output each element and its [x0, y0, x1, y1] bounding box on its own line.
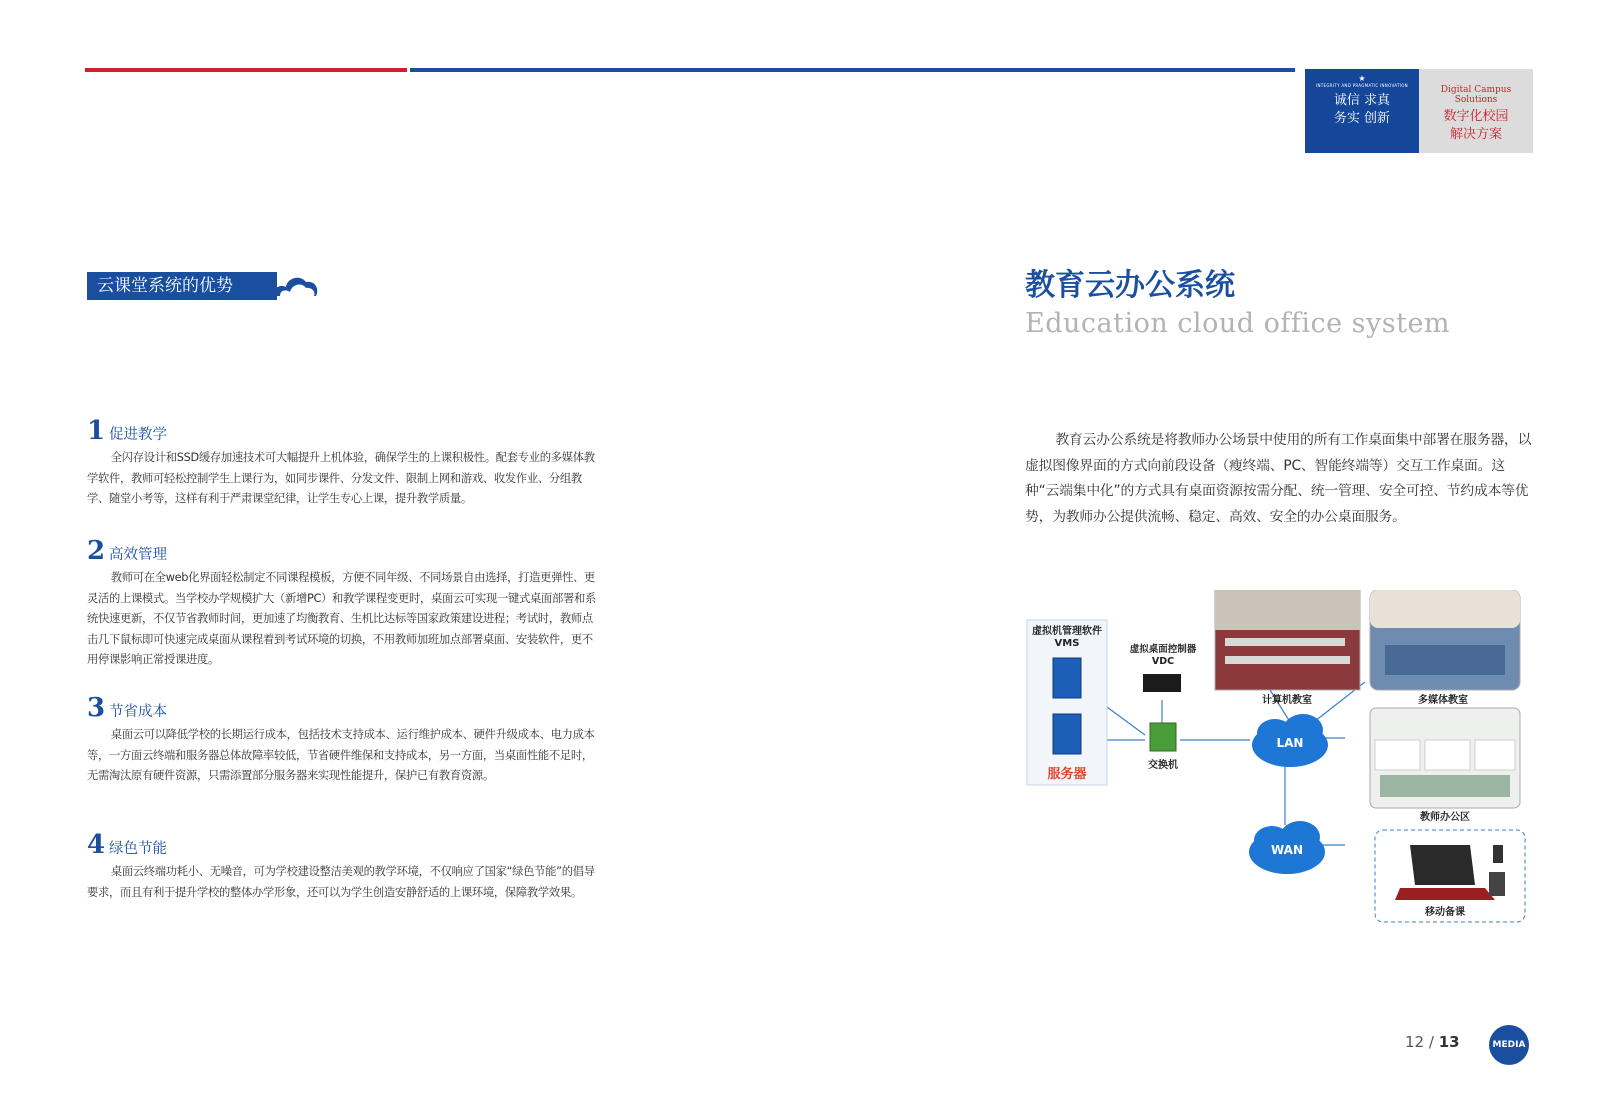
motto-small-text: INTEGRITY AND PRAGMATIC INNOVATION	[1316, 83, 1408, 88]
intro-paragraph: 教育云办公系统是将教师办公场景中使用的所有工作桌面集中部署在服务器，以虚拟图像界面的方式向前段设备（瘦终端、PC、智能终端等）交互工作桌面。这种“云端集中化”的方式具有桌面资源按需分配、统一管理、安全可控、节约成本等优势，为教师办公提供流畅、稳定、高效、安全的办公桌面服务。	[1025, 432, 1532, 525]
page-separator: /	[1424, 1033, 1439, 1051]
server-label: 服务器	[1047, 767, 1087, 782]
product-en-line-2: Solutions	[1454, 95, 1498, 105]
lan-label: LAN	[1276, 736, 1304, 750]
motto-badge	[1305, 69, 1419, 153]
wan-label: WAN	[1270, 843, 1304, 857]
vdc-label-1: 虚拟桌面控制器	[1129, 644, 1197, 655]
page-subtitle: Education cloud office system	[1025, 308, 1451, 339]
header-blue-rule	[410, 68, 1295, 72]
switch-label: 交换机	[1148, 760, 1178, 771]
switch-icon	[1150, 723, 1176, 751]
teacher-office-photo	[1370, 708, 1520, 808]
computer-lab-photo	[1215, 590, 1360, 690]
vdc-device-icon	[1143, 674, 1181, 692]
item-title: 促进教学	[109, 427, 167, 443]
teacher-office-label: 教师办公区	[1420, 812, 1470, 823]
mobile-prep-label: 移动备课	[1425, 907, 1465, 918]
computer-lab-label: 计算机教室	[1262, 695, 1312, 706]
advantage-item-3	[87, 695, 597, 815]
multimedia-room-label: 多媒体教室	[1418, 695, 1468, 706]
motto-line-2: 务实 创新	[1333, 111, 1391, 126]
item-number: 1	[87, 416, 106, 446]
item-text: 桌面云可以降低学校的长期运行成本，包括技术支持成本、运行维护成本、硬件升级成本、电力成本等，一方面云终端和服务器总体故障率较低，节省硬件维保和支持成本，另一方面，当桌面性能不足时，无需淘汰原有硬件资源，只需添置部分服务器来实现性能提升，保护已有教育资源。	[87, 728, 595, 782]
item-text: 桌面云终端功耗小、无噪音，可为学校建设整洁美观的教学环境，不仅响应了国家“绿色节能”的倡导要求，而且有利于提升学校的整体办学形象，还可以为学生创造安静舒适的上课环境，保障教学效果。	[87, 865, 595, 899]
vms-label-1: 虚拟机管理软件	[1032, 626, 1102, 637]
product-cn-line-1: 数字化校园	[1443, 109, 1509, 124]
cloud-icon	[270, 268, 322, 304]
network-diagram	[1025, 590, 1540, 925]
phone-icon	[1493, 845, 1503, 863]
header-red-rule	[85, 68, 407, 72]
product-cn-line-2: 解决方案	[1449, 127, 1502, 142]
advantage-item-1	[87, 418, 597, 518]
page-current: 12	[1405, 1033, 1425, 1051]
item-number: 2	[87, 536, 106, 566]
page-number	[1405, 1032, 1460, 1052]
item-title: 绿色节能	[109, 841, 167, 857]
media-logo: MEDIA	[1489, 1025, 1529, 1065]
item-number: 4	[87, 830, 106, 860]
item-text: 全闪存设计和SSD缓存加速技术可大幅提升上机体验，确保学生的上课积极性。配套专业的多媒体教学软件，教师可轻松控制学生上课行为，如同步课件、分发文件、限制上网和游戏、收发作业、分组教学、随堂小考等，这样有利于严肃课堂纪律，让学生专心上课，提升教学质量。	[87, 451, 595, 505]
vdc-label-2: VDC	[1151, 656, 1175, 667]
multimedia-room-photo	[1370, 590, 1520, 690]
tablet-icon	[1489, 872, 1505, 896]
product-en-line-1: Digital Campus	[1440, 85, 1512, 95]
motto-line-1: 诚信 求真	[1333, 93, 1391, 108]
item-title: 高效管理	[109, 547, 167, 563]
page-total: 13	[1438, 1033, 1460, 1051]
star-icon: ★	[1358, 74, 1366, 83]
vms-label-2: VMS	[1054, 638, 1080, 649]
advantage-item-4	[87, 832, 597, 932]
page-title: 教育云办公系统	[1025, 268, 1235, 303]
product-badge	[1419, 69, 1533, 153]
advantage-item-2	[87, 538, 597, 678]
item-text: 教师可在全web化界面轻松制定不同课程模板，方便不同年级、不同场景自由选择，打造更弹性、更灵活的上课模式。当学校办学规模扩大（新增PC）和教学课程变更时，桌面云可实现一键式桌面部署和系统快速更新，不仅节省教师时间，更加速了均衡教育、生机比达标等国家政策建设进程；考试时，教师点击几下鼠标即可快速完成桌面从课程着到考试环境的切换，不用教师加班加点部署桌面、安装软件，更不用停课影响正常授课进度。	[87, 571, 596, 666]
connection-lines	[1077, 682, 1365, 845]
section-heading: 云课堂系统的优势	[87, 272, 277, 300]
item-title: 节省成本	[109, 704, 167, 720]
item-number: 3	[87, 693, 106, 723]
